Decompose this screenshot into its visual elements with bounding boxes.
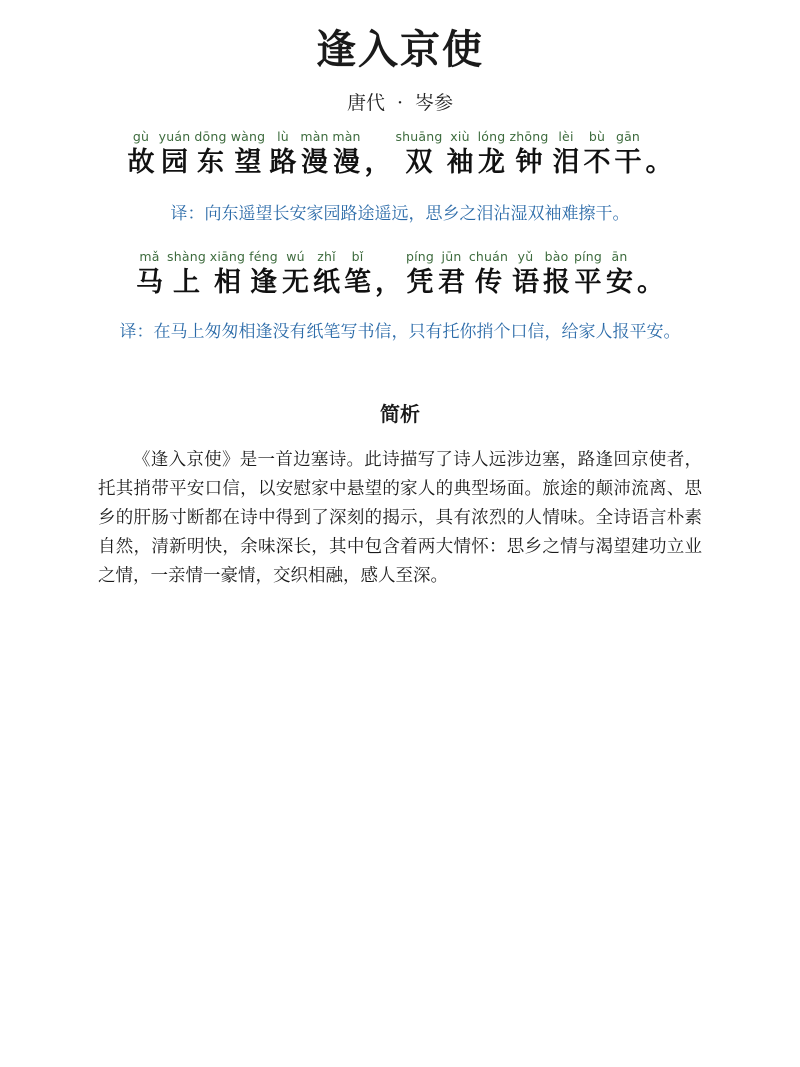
- char-cell: [476, 128, 508, 180]
- hanzi: 园: [161, 147, 188, 178]
- author-dynasty: 唐代: [346, 92, 385, 114]
- char-cell: [193, 128, 229, 180]
- hanzi: 笔: [344, 267, 371, 298]
- pinyin: chuán: [468, 249, 509, 264]
- pinyin: féng: [249, 249, 278, 264]
- pinyin: zhǐ: [317, 249, 336, 264]
- pinyin: màn: [300, 129, 329, 144]
- poem-title: 逢入京使: [316, 26, 484, 73]
- pinyin: màn: [332, 129, 361, 144]
- pinyin: gù: [132, 129, 150, 144]
- translation-line-2: 译：在马上匆匆相逢没有纸笔写书信，只有托你捎个口信，给家人报平安。: [119, 322, 681, 342]
- char-cell: [157, 128, 193, 180]
- hanzi: 钟: [515, 147, 543, 178]
- hanzi: 相: [214, 267, 241, 298]
- analysis-text: 《逢入京使》是一首边塞诗。此诗描写了诗人远涉边塞，路逢回京使者，托其捎带平安口信，以安慰家中悬望的家人的典型场面。旅途的颠沛流离、思乡的肝肠寸断都在诗中得到了深刻的揭示，具有浓烈的人情味。全诗语言朴素自然，清新明快，余味深长，其中包含着两大情怀：思乡之情与渴望建功立业之情，一亲情一豪情，交织相融，感人至深。: [98, 450, 702, 586]
- char-cell: [445, 128, 476, 180]
- hanzi: 。: [645, 147, 673, 178]
- char-cell: [572, 248, 604, 300]
- hanzi: 不: [583, 147, 611, 178]
- hanzi: 纸: [313, 267, 340, 298]
- pinyin: dōng: [194, 129, 227, 144]
- pinyin: wú: [286, 249, 305, 264]
- char-cell: [404, 248, 436, 300]
- char-cell: [331, 128, 363, 180]
- hanzi: 漫: [333, 147, 360, 178]
- analysis-heading: 简析: [380, 402, 420, 426]
- hanzi: 平: [574, 267, 602, 298]
- hanzi: 漫: [301, 147, 328, 178]
- hanzi: 马: [136, 267, 163, 298]
- pinyin: xiù: [450, 129, 470, 144]
- pinyin: shuāng: [395, 129, 443, 144]
- pinyin: ān: [611, 249, 628, 264]
- hanzi: 安: [606, 267, 633, 298]
- pinyin: yǔ: [517, 249, 534, 264]
- hanzi: 路: [269, 147, 297, 178]
- hanzi: 故: [127, 147, 155, 178]
- char-cell: [551, 128, 582, 180]
- char-cell: [541, 248, 572, 300]
- hanzi: 凭: [406, 267, 434, 298]
- char-cell: [604, 248, 635, 300]
- author-name: 岑参: [415, 92, 454, 114]
- char-cell: [613, 128, 644, 180]
- hanzi: 望: [234, 147, 262, 178]
- pinyin: wàng: [230, 129, 266, 144]
- char-cell: [229, 128, 268, 180]
- char-cell: [644, 128, 675, 180]
- pinyin: mǎ: [139, 249, 160, 264]
- hanzi: 龙: [478, 147, 505, 178]
- char-cell: [208, 248, 247, 300]
- hanzi: 干: [614, 147, 642, 178]
- pinyin: bù: [588, 129, 606, 144]
- pinyin: bǐ: [351, 249, 364, 264]
- pinyin: lèi: [558, 129, 574, 144]
- char-cell: [582, 128, 613, 180]
- hanzi: ，: [364, 147, 392, 178]
- translation-line-1: 译：向东遥望长安家园路途遥远，思乡之泪沾湿双袖难擦干。: [170, 204, 630, 224]
- char-cell: [165, 248, 208, 300]
- hanzi: 上: [173, 267, 200, 298]
- char-cell: [635, 248, 666, 300]
- hanzi: 无: [282, 267, 309, 298]
- hanzi: 袖: [446, 147, 474, 178]
- pinyin: bào: [544, 249, 569, 264]
- char-cell: [247, 248, 280, 300]
- pinyin: shàng: [167, 249, 206, 264]
- char-cell: [436, 248, 467, 300]
- char-cell: [342, 248, 373, 300]
- author-separator: ·: [396, 92, 404, 114]
- hanzi: 逢: [250, 267, 277, 298]
- char-cell: [363, 128, 394, 180]
- char-cell: [508, 128, 551, 180]
- pinyin: píng: [405, 249, 435, 264]
- hanzi: 语: [512, 267, 539, 298]
- pinyin: lù: [277, 129, 289, 144]
- char-cell: [268, 128, 299, 180]
- hanzi: 传: [475, 267, 502, 298]
- pinyin: jūn: [441, 249, 462, 264]
- pinyin: píng: [573, 249, 603, 264]
- pinyin: lóng: [477, 129, 506, 144]
- char-cell: [311, 248, 342, 300]
- pinyin: xiāng: [209, 249, 246, 264]
- char-cell: [394, 128, 445, 180]
- hanzi: 。: [637, 267, 664, 298]
- char-cell: [467, 248, 510, 300]
- char-cell: [126, 128, 157, 180]
- hanzi: 泪: [552, 147, 580, 178]
- pinyin: gān: [615, 129, 641, 144]
- char-cell: [134, 248, 165, 300]
- char-cell: [280, 248, 311, 300]
- poem-author: [0, 88, 800, 115]
- char-cell: [510, 248, 541, 300]
- hanzi: 君: [438, 267, 465, 298]
- hanzi: 东: [197, 147, 224, 178]
- pinyin: zhōng: [509, 129, 549, 144]
- hanzi: 报: [543, 267, 570, 298]
- poem-line-1: [0, 128, 800, 180]
- char-cell: [299, 128, 331, 180]
- pinyin: yuán: [158, 129, 191, 144]
- hanzi: 双: [405, 147, 433, 178]
- poem-line-2: [0, 248, 800, 300]
- hanzi: ，: [375, 267, 402, 298]
- char-cell: [373, 248, 404, 300]
